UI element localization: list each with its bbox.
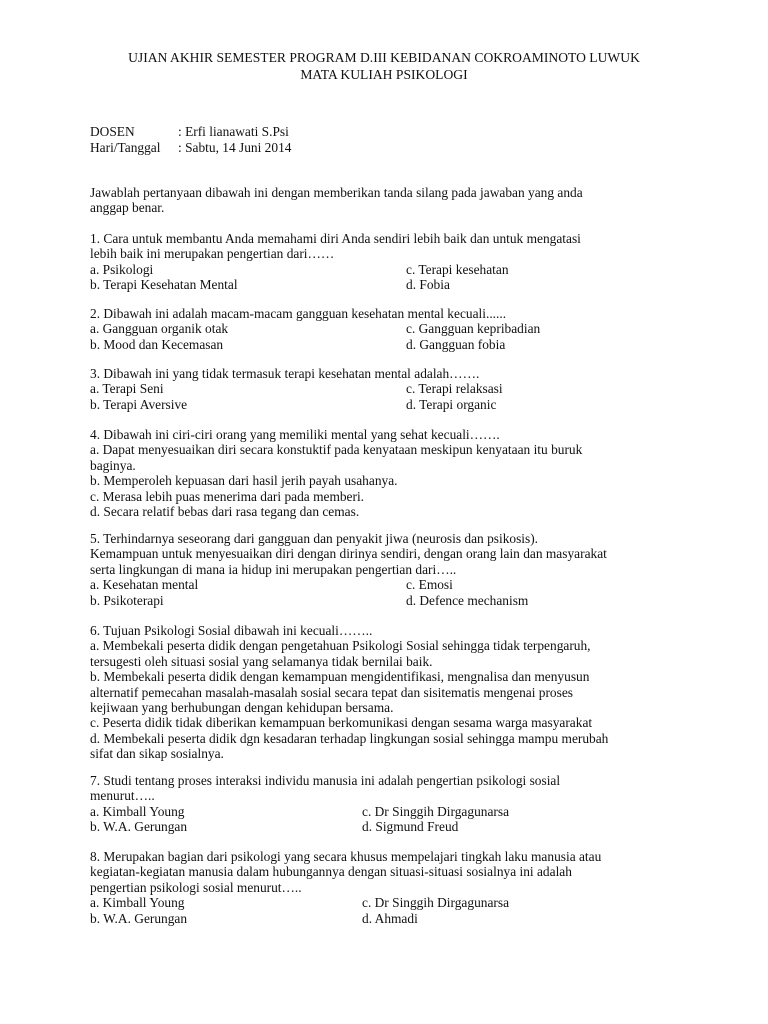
question-text: 1. Cara untuk membantu Anda memahami diri Anda sendiri lebih baik dan untuk mengatasi (90, 231, 581, 246)
option-a: a. Kesehatan mental (90, 577, 199, 593)
option-a: a. Gangguan organik otak (90, 321, 229, 337)
option-row (90, 262, 690, 277)
option-c: c. Dr Singgih Dirgagunarsa (362, 803, 510, 819)
exam-meta (90, 124, 291, 156)
option-c: c. Merasa lebih puas menerima dari pada memberi. (90, 488, 365, 504)
question-text: 5. Terhindarnya seseorang dari gangguan dan penyakit jiwa (neurosis dan psikosis). (90, 531, 539, 546)
question-text: pengertian psikologi sosial menurut….. (90, 879, 302, 895)
question-text: 4. Dibawah ini ciri-ciri orang yang memiliki mental yang sehat kecuali……. (90, 427, 500, 442)
option-a: a. Psikologi (90, 261, 154, 277)
question-8 (90, 849, 690, 926)
option-d: d. Defence mechanism (406, 592, 529, 608)
tanggal-label: Hari/Tanggal (90, 140, 161, 155)
option-row (90, 819, 690, 834)
option-row (90, 397, 690, 412)
tanggal-value: : Sabtu, 14 Juni 2014 (178, 140, 292, 155)
option-b: b. Psikoterapi (90, 592, 164, 608)
option-b: b. Mood dan Kecemasan (90, 336, 224, 352)
option-b: b. Terapi Kesehatan Mental (90, 277, 238, 293)
option-row (90, 577, 690, 592)
question-1 (90, 231, 690, 293)
question-text: 2. Dibawah ini adalah macam-macam gangguan kesehatan mental kecuali...... (90, 306, 507, 321)
question-4 (90, 427, 690, 519)
instruction (90, 185, 690, 216)
option-row (90, 804, 690, 819)
option-a: a. Terapi Seni (90, 381, 164, 397)
option-b-cont: alternatif pemecahan masalah-masalah sosial secara tepat dan sisitematis mengenai proses (90, 684, 573, 700)
option-a: a. Kimball Young (90, 803, 185, 819)
question-text: serta lingkungan di mana ia hidup ini merupakan pengertian dari….. (90, 561, 457, 577)
option-row (90, 277, 690, 292)
question-text: 7. Studi tentang proses interaksi individu manusia ini adalah pengertian psikologi sosial (90, 773, 561, 788)
question-6 (90, 623, 690, 762)
question-7 (90, 773, 690, 835)
option-d: d. Sigmund Freud (362, 819, 459, 835)
dosen-label: DOSEN (90, 124, 135, 139)
question-2 (90, 306, 690, 352)
dosen-value: : Erfi lianawati S.Psi (178, 124, 289, 139)
option-c: c. Emosi (406, 577, 453, 593)
header-title: UJIAN AKHIR SEMESTER PROGRAM D.III KEBIDANAN COKROAMINOTO LUWUK (128, 50, 640, 65)
question-text: Kemampuan untuk menyesuaikan diri dengan dirinya sendiri, dengan orang lain dan masyarakat (90, 546, 607, 562)
option-row (90, 895, 690, 910)
option-b-cont: kejiwaan yang berhubungan dengan kehidupan bersama. (90, 700, 394, 716)
option-c: c. Gangguan kepribadian (406, 321, 541, 337)
question-3 (90, 366, 690, 412)
option-a: a. Kimball Young (90, 895, 185, 911)
option-d: d. Secara relatif bebas dari rasa tegang dan cemas. (90, 504, 360, 520)
option-d: d. Fobia (406, 277, 450, 293)
question-text: menurut….. (90, 788, 155, 804)
option-a: a. Dapat menyesuaikan diri secara konstuktif pada kenyataan meskipun kenyataan itu buruk (90, 442, 583, 458)
question-text: lebih baik ini merupakan pengertian dari…… (90, 246, 335, 262)
instruction-line: anggap benar. (90, 200, 165, 216)
question-text: kegiatan-kegiatan manusia dalam hubungannya dengan situasi-situasi sosialnya ini adalah (90, 864, 572, 880)
question-text: 8. Merupakan bagian dari psikologi yang secara khusus mempelajari tingkah laku manusia atau (90, 849, 602, 864)
instruction-line: Jawablah pertanyaan dibawah ini dengan memberikan tanda silang pada jawaban yang anda (90, 185, 583, 200)
option-row (90, 321, 690, 336)
option-c: c. Terapi kesehatan (406, 261, 509, 277)
question-text: 6. Tujuan Psikologi Sosial dibawah ini kecuali…….. (90, 623, 373, 638)
question-5 (90, 531, 690, 608)
option-row (90, 911, 690, 926)
option-c: c. Terapi relaksasi (406, 381, 503, 397)
option-row (90, 337, 690, 352)
header-subtitle: MATA KULIAH PSIKOLOGI (300, 67, 468, 82)
option-b: b. Membekali peserta didik dengan kemampuan mengidentifikasi, mengnalisa dan menyusun (90, 669, 590, 685)
option-b: b. W.A. Gerungan (90, 819, 188, 835)
option-d: d. Membekali peserta didik dgn kesadaran terhadap lingkungan sosial sehingga mampu merubah (90, 730, 609, 746)
option-c: c. Peserta didik tidak diberikan kemampuan berkomunikasi dengan sesama warga masyarakat (90, 715, 593, 731)
option-d-cont: sifat dan sikap sosialnya. (90, 746, 224, 762)
option-d: d. Gangguan fobia (406, 336, 506, 352)
option-c: c. Dr Singgih Dirgagunarsa (362, 895, 510, 911)
dosen-row (90, 124, 291, 140)
option-b: b. Terapi Aversive (90, 396, 188, 412)
exam-header (0, 49, 768, 83)
tanggal-row (90, 140, 291, 156)
option-d: d. Terapi organic (406, 396, 497, 412)
option-row (90, 381, 690, 396)
option-a-cont: baginya. (90, 457, 136, 473)
option-a: a. Membekali peserta didik dengan pengetahuan Psikologi Sosial sehingga tidak terpengaruh, (90, 638, 591, 654)
option-row (90, 593, 690, 608)
option-b: b. Memperoleh kepuasan dari hasil jerih payah usahanya. (90, 473, 398, 489)
option-b: b. W.A. Gerungan (90, 910, 188, 926)
option-a-cont: tersugesti oleh situasi sosial yang selamanya tidak bernilai baik. (90, 653, 433, 669)
option-d: d. Ahmadi (362, 910, 418, 926)
question-text: 3. Dibawah ini yang tidak termasuk terapi kesehatan mental adalah……. (90, 366, 480, 381)
